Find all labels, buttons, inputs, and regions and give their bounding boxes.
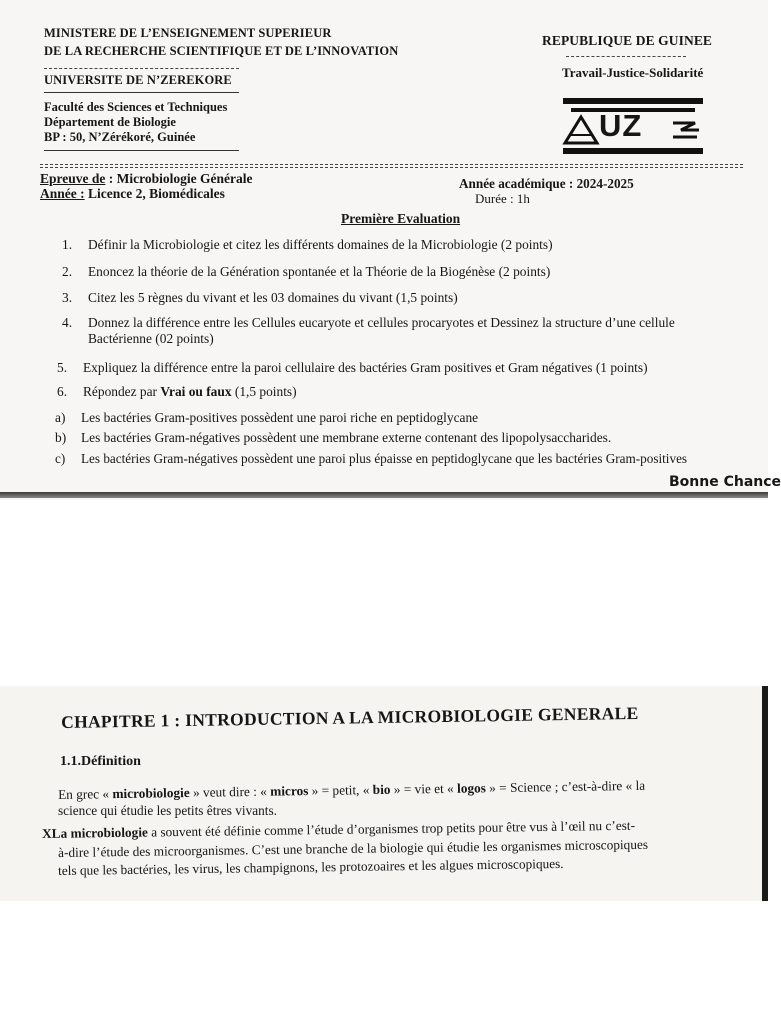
divider bbox=[40, 164, 743, 165]
evaluation-title: Première Evaluation bbox=[341, 211, 461, 226]
ministry-line-1: MINISTERE DE L’ENSEIGNEMENT SUPERIEUR bbox=[44, 26, 332, 40]
course-page bbox=[0, 686, 768, 901]
microbiology-paragraph-line-3: tels que les bactéries, les virus, les champignons, les protozoaires et les algues microscopiques. bbox=[58, 855, 564, 878]
exam-level: Année : Licence 2, Biomédicales bbox=[40, 186, 225, 201]
question-6: 6. Répondez par Vrai ou faux (1,5 points) bbox=[57, 384, 297, 399]
academic-year: Année académique : 2024-2025 bbox=[459, 176, 634, 191]
question-4: 4. Donnez la différence entre les Cellules eucaryote et cellules procaryotes et Dessinez la structure d’une cellule bbox=[62, 315, 675, 330]
logo-text: UZ bbox=[599, 108, 643, 143]
question-4-continued: Bactérienne (02 points) bbox=[88, 331, 214, 346]
faculty-name: Faculté des Sciences et Techniques bbox=[44, 100, 228, 114]
true-false-item-a: a) Les bactéries Gram-positives possèdent une paroi riche en peptidoglycane bbox=[55, 410, 479, 425]
definition-paragraph-line-1: En grec « microbiologie » veut dire : « micros » = petit, « bio » = vie et « logos » = Science ; c’est-à-dire « la bbox=[58, 777, 646, 802]
divider bbox=[44, 92, 239, 93]
definition-paragraph-line-2: science qui étudie les petits êtres vivants. bbox=[58, 803, 277, 818]
handwritten-mark: X bbox=[42, 825, 52, 841]
true-false-item-c: c) Les bactéries Gram-négatives possèdent une paroi plus épaisse en peptidoglycane que les bactéries Gram-positives bbox=[55, 451, 688, 466]
ministry-line-2: DE LA RECHERCHE SCIENTIFIQUE ET DE L’INNOVATION bbox=[44, 44, 399, 58]
exam-sheet bbox=[0, 0, 781, 500]
chapter-title: CHAPITRE 1 : INTRODUCTION A LA MICROBIOLOGIE GENERALE bbox=[61, 702, 639, 732]
divider bbox=[44, 150, 239, 151]
divider bbox=[44, 68, 239, 69]
question-2: 2. Enoncez la théorie de la Génération spontanée et la Théorie de la Biogénèse (2 points) bbox=[62, 264, 551, 279]
university-name: UNIVERSITE DE N’ZEREKORE bbox=[44, 73, 232, 87]
closing-greeting: Bonne Chance bbox=[669, 474, 781, 490]
divider bbox=[40, 167, 743, 168]
microbiology-paragraph-line-2: à-dire l’étude des microorganismes. C’est une branche de la biologie qui étudie les organismes microscopiques bbox=[58, 836, 649, 860]
department-name: Département de Biologie bbox=[44, 115, 176, 129]
republic-name: REPUBLIQUE DE GUINEE bbox=[542, 33, 713, 48]
question-5: 5. Expliquez la différence entre la paroi cellulaire des bactéries Gram positives et Gram négatives (1 points) bbox=[57, 360, 648, 375]
page-edge-shadow bbox=[762, 686, 768, 901]
exam-subject: Epreuve de : Microbiologie Générale bbox=[40, 171, 253, 186]
section-heading: 1.1.Définition bbox=[60, 754, 141, 769]
true-false-item-b: b) Les bactéries Gram-négatives possèdent une membrane externe contenant des lipopolysaccharides. bbox=[55, 430, 612, 445]
question-3: 3. Citez les 5 règnes du vivant et les 03 domaines du vivant (1,5 points) bbox=[62, 290, 458, 305]
postal-address: BP : 50, N’Zérékoré, Guinée bbox=[44, 130, 196, 144]
university-logo bbox=[563, 98, 703, 154]
question-1: 1. Définir la Microbiologie et citez les différents domaines de la Microbiologie (2 points) bbox=[62, 237, 553, 252]
national-motto: Travail-Justice-Solidarité bbox=[562, 65, 704, 80]
divider bbox=[566, 56, 686, 57]
microbiology-paragraph-line-1: XLa microbiologie a souvent été définie comme l’étude d’organismes trop petits pour être vus à l’œil nu c’est- bbox=[42, 817, 636, 841]
exam-duration: Durée : 1h bbox=[475, 191, 530, 206]
page-edge-shadow bbox=[0, 492, 768, 498]
